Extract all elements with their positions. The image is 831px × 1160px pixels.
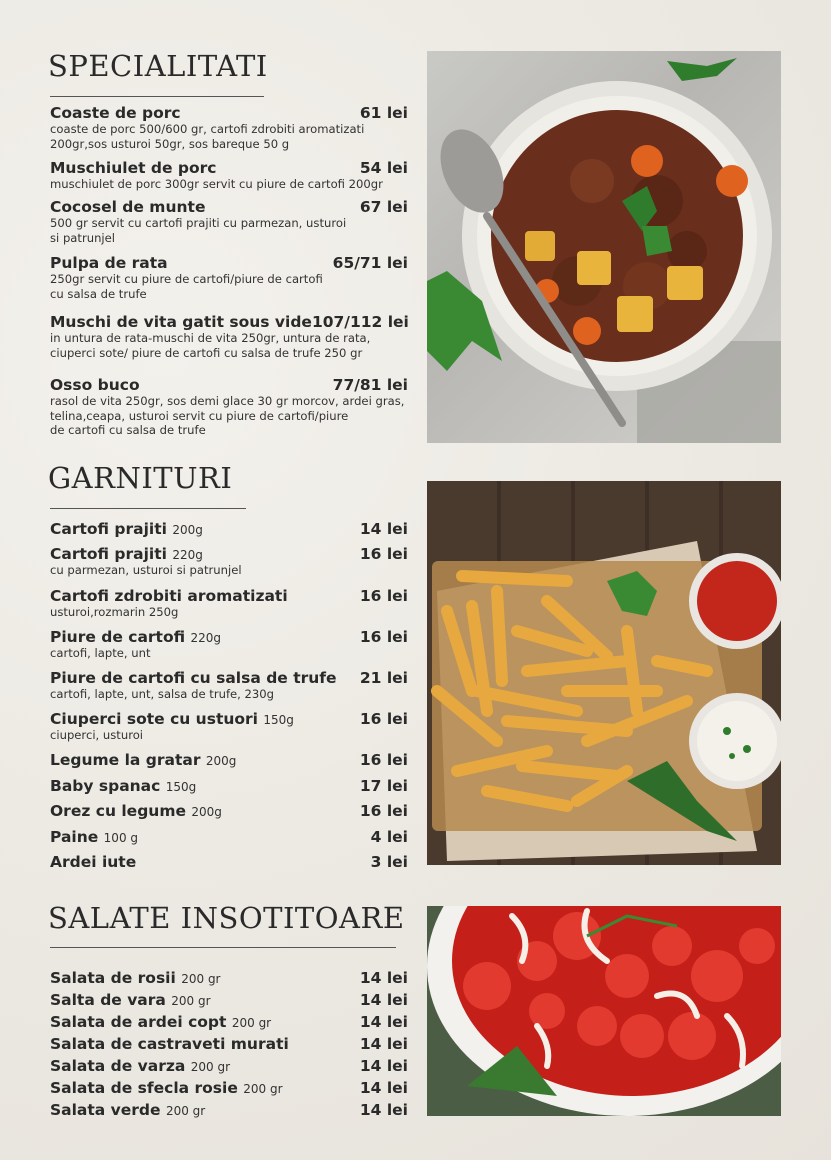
stew-photo [427, 51, 781, 443]
menu-item [50, 1101, 408, 1119]
item-description: cartofi, lapte, unt, salsa de trufe, 230g [50, 687, 275, 701]
item-name: Muschi de vita gatit sous vide [50, 313, 312, 331]
item-quantity: 220g [190, 631, 222, 645]
item-name: Osso buco [50, 376, 140, 394]
item-quantity: 200 gr [165, 1104, 206, 1118]
item-name: Paine [50, 828, 99, 846]
item-price: 4 lei [370, 828, 408, 846]
item-quantity: 150g [165, 780, 197, 794]
menu-item [50, 545, 408, 578]
item-description: cartofi, lapte, unt [50, 646, 151, 660]
item-price: 16 lei [359, 545, 408, 563]
item-description: 250gr servit cu piure de cartofi/piure de cartofi cu salsa de trufe [50, 272, 323, 301]
item-description: in untura de rata-muschi de vita 250gr, untura de rata, ciuperci sote/ piure de cartofi cu salsa de trufe 250 gr [50, 331, 371, 360]
menu-item [50, 802, 408, 820]
menu-item [50, 969, 408, 987]
menu-item [50, 1035, 408, 1053]
item-description: coaste de porc 500/600 gr, cartofi zdrobiti aromatizati 200gr,sos usturoi 50gr, sos bareque 50 g [50, 122, 365, 151]
section-divider [50, 96, 264, 97]
menu-item [50, 376, 408, 438]
item-name: Piure de cartofi cu salsa de trufe [50, 669, 337, 687]
item-price: 14 lei [359, 1079, 408, 1097]
item-price: 14 lei [359, 1035, 408, 1053]
menu-item [50, 777, 408, 795]
menu-item [50, 1057, 408, 1075]
item-price: 16 lei [359, 628, 408, 646]
item-name: Cocosel de munte [50, 198, 206, 216]
item-name: Coaste de porc [50, 104, 181, 122]
item-price: 14 lei [359, 991, 408, 1009]
item-name: Salata de sfecla rosie [50, 1079, 238, 1097]
section-title-specialitati: SPECIALITATI [48, 49, 268, 83]
item-quantity: 150g [263, 713, 294, 727]
item-price: 54 lei [359, 159, 408, 177]
item-name: Piure de cartofi [50, 628, 186, 646]
item-quantity: 200g [172, 523, 203, 537]
item-name: Cartofi prajiti [50, 545, 167, 563]
item-name: Cartofi zdrobiti aromatizati [50, 587, 288, 605]
item-quantity: 200g [205, 754, 237, 768]
item-quantity: 200 gr [181, 972, 221, 986]
menu-item [50, 520, 408, 538]
menu-item [50, 104, 408, 151]
menu-item [50, 828, 408, 846]
menu-item [50, 1079, 408, 1097]
item-quantity: 100 g [103, 831, 139, 845]
menu-item [50, 669, 408, 702]
item-quantity: 200 gr [171, 994, 211, 1008]
item-price: 77/81 lei [332, 376, 408, 394]
section-divider [50, 508, 246, 509]
item-name: Cartofi prajiti [50, 520, 167, 538]
item-quantity: 200 gr [243, 1082, 283, 1096]
menu-item [50, 1013, 408, 1031]
item-price: 107/112 lei [311, 313, 409, 331]
section-divider [50, 947, 396, 948]
item-name: Muschiulet de porc [50, 159, 217, 177]
item-price: 61 lei [359, 104, 408, 122]
item-price: 14 lei [359, 969, 408, 987]
item-quantity: 200 gr [231, 1016, 272, 1030]
menu-item [50, 198, 408, 245]
item-name: Salata de rosii [50, 969, 176, 987]
fries-photo [427, 481, 781, 865]
item-price: 14 lei [359, 1101, 408, 1119]
menu-item [50, 254, 408, 301]
item-price: 14 lei [359, 1013, 408, 1031]
menu-item [50, 159, 408, 192]
item-description: 500 gr servit cu cartofi prajiti cu parmezan, usturoi si patrunjel [50, 216, 347, 245]
item-name: Ciuperci sote cu ustuori [50, 710, 258, 728]
item-price: 14 lei [359, 520, 408, 538]
item-name: Salta de vara [50, 991, 166, 1009]
item-price: 16 lei [359, 802, 408, 820]
item-description: cu parmezan, usturoi si patrunjel [50, 563, 242, 577]
item-description: muschiulet de porc 300gr servit cu piure de cartofi 200gr [50, 177, 383, 191]
item-name: Salata de ardei copt [50, 1013, 227, 1031]
menu-item [50, 751, 408, 769]
item-price: 16 lei [359, 710, 408, 728]
item-price: 67 lei [359, 198, 408, 216]
item-quantity: 200g [191, 805, 222, 819]
menu-item [50, 587, 408, 620]
section-title-garnituri: GARNITURI [48, 461, 233, 495]
item-quantity: 200 gr [190, 1060, 231, 1074]
item-price: 3 lei [370, 853, 408, 871]
item-name: Salata de varza [50, 1057, 186, 1075]
item-name: Orez cu legume [50, 802, 186, 820]
item-quantity: 220g [172, 548, 203, 562]
item-name: Pulpa de rata [50, 254, 168, 272]
item-description: usturoi,rozmarin 250g [50, 605, 179, 619]
menu-item [50, 628, 408, 661]
item-price: 16 lei [359, 751, 408, 769]
item-name: Legume la gratar [50, 751, 201, 769]
item-price: 16 lei [359, 587, 408, 605]
menu-item [50, 853, 408, 871]
item-price: 14 lei [359, 1057, 408, 1075]
item-name: Baby spanac [50, 777, 161, 795]
item-description: ciuperci, usturoi [50, 728, 144, 742]
section-title-salate: SALATE INSOTITOARE [48, 901, 405, 935]
menu-item [50, 710, 408, 743]
item-name: Salata verde [50, 1101, 161, 1119]
item-name: Salata de castraveti murati [50, 1035, 289, 1053]
tomato-salad-photo [427, 906, 781, 1116]
item-description: rasol de vita 250gr, sos demi glace 30 gr morcov, ardei gras, telina,ceapa, usturoi servit cu piure de cartofi/piure de cartofi cu salsa de trufe [50, 394, 405, 437]
item-price: 17 lei [359, 777, 408, 795]
item-price: 21 lei [359, 669, 408, 687]
item-price: 65/71 lei [332, 254, 408, 272]
item-name: Ardei iute [50, 853, 137, 871]
menu-item [50, 313, 408, 360]
menu-item [50, 991, 408, 1009]
